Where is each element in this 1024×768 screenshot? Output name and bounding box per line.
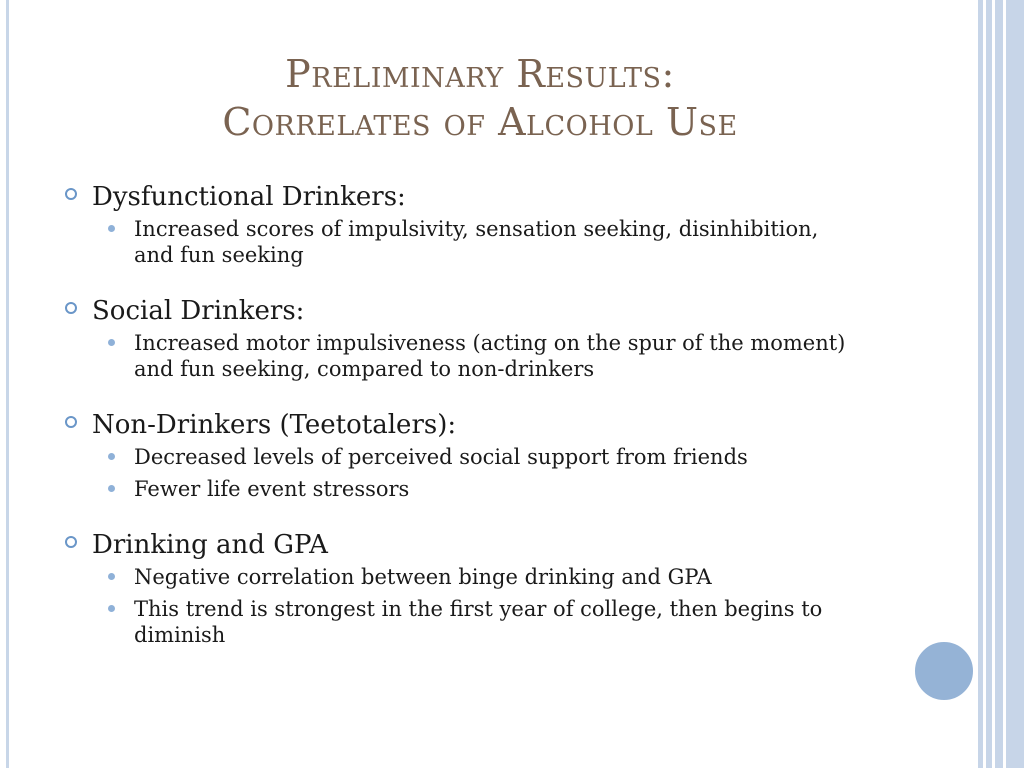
right-stripe <box>1006 0 1024 768</box>
section-social-drinkers <box>62 294 942 382</box>
sub-bullet-list <box>62 444 942 502</box>
sub-bullet-item <box>100 444 942 470</box>
title-line-2: Correlates of Alcohol Use <box>222 100 738 144</box>
section-heading-text: Non-Drinkers (Teetotalers): <box>92 410 457 440</box>
sub-bullet-text: Increased motor impulsiveness (acting on the spur of the moment) and fun seeking, compared to non-drinkers <box>134 331 846 381</box>
section-non-drinkers <box>62 408 942 502</box>
title-line-1: Preliminary Results: <box>285 52 675 96</box>
sub-bullet-list <box>62 330 942 382</box>
section-heading <box>62 294 942 328</box>
dot-bullet-icon <box>100 444 134 470</box>
left-border-line <box>6 0 9 768</box>
section-drinking-gpa <box>62 528 942 648</box>
dot-bullet-icon <box>100 330 134 356</box>
sub-bullet-item <box>100 476 942 502</box>
dot-bullet-icon <box>100 564 134 590</box>
sub-bullet-item <box>100 596 942 648</box>
ring-bullet-icon <box>62 185 92 205</box>
slide-content <box>62 180 942 674</box>
sub-bullet-list <box>62 564 942 648</box>
right-stripe <box>995 0 1003 768</box>
section-heading <box>62 180 942 214</box>
ring-bullet-icon <box>62 533 92 553</box>
section-heading-text: Drinking and GPA <box>92 530 328 560</box>
ring-bullet-icon <box>62 299 92 319</box>
dot-bullet-icon <box>100 596 134 622</box>
dot-bullet-icon <box>100 216 134 242</box>
section-heading-text: Social Drinkers: <box>92 296 305 326</box>
sub-bullet-text: This trend is strongest in the first year of college, then begins to diminish <box>134 597 823 647</box>
sub-bullet-item <box>100 564 942 590</box>
sub-bullet-item <box>100 330 942 382</box>
sub-bullet-item <box>100 216 942 268</box>
section-heading <box>62 528 942 562</box>
section-heading-text: Dysfunctional Drinkers: <box>92 182 406 212</box>
sub-bullet-text: Increased scores of impulsivity, sensation seeking, disinhibition, and fun seeking <box>134 217 819 267</box>
section-heading <box>62 408 942 442</box>
ring-bullet-icon <box>62 413 92 433</box>
section-dysfunctional-drinkers <box>62 180 942 268</box>
dot-bullet-icon <box>100 476 134 502</box>
sub-bullet-text: Negative correlation between binge drinking and GPA <box>134 565 712 589</box>
slide-title <box>60 50 900 146</box>
sub-bullet-text: Decreased levels of perceived social support from friends <box>134 445 748 469</box>
sub-bullet-list <box>62 216 942 268</box>
sub-bullet-text: Fewer life event stressors <box>134 477 410 501</box>
